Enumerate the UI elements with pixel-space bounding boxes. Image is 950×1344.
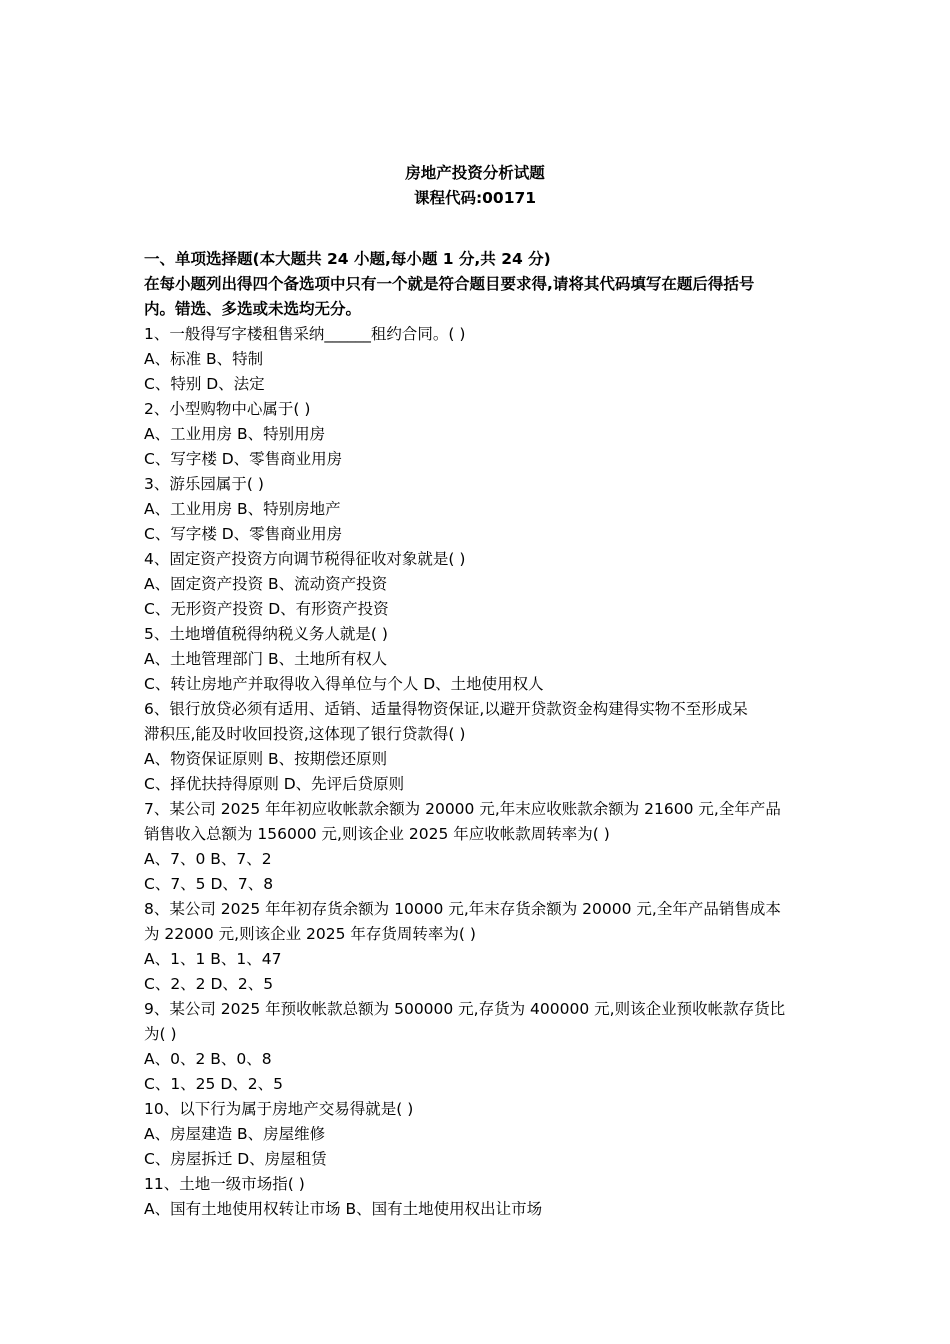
- title-block: [0, 161, 950, 211]
- question-line: A、工业用房 B、特别用房: [144, 425, 326, 443]
- question-line: C、写字楼 D、零售商业用房: [144, 450, 343, 468]
- question-line: C、择优扶持得原则 D、先评后贷原则: [144, 775, 405, 793]
- question-line: 8、某公司 2025 年年初存货余额为 10000 元,年末存货余额为 20000 元,全年产品销售成本: [144, 900, 781, 918]
- question-line: 5、土地增值税得纳税义务人就是( ): [144, 625, 388, 643]
- question-line: A、固定资产投资 B、流动资产投资: [144, 575, 388, 593]
- question-line: 11、土地一级市场指( ): [144, 1175, 305, 1193]
- document-body: [144, 247, 808, 1222]
- question-line: A、1、1 B、1、47: [144, 950, 282, 968]
- course-code: 课程代码:00171: [413, 189, 537, 207]
- question-line: C、7、5 D、7、8: [144, 875, 274, 893]
- question-line: C、房屋拆迁 D、房屋租赁: [144, 1150, 327, 1168]
- question-line: 10、以下行为属于房地产交易得就是( ): [144, 1100, 414, 1118]
- section-heading: 一、单项选择题(本大题共 24 小题,每小题 1 分,共 24 分): [144, 250, 551, 268]
- question-line: 为 22000 元,则该企业 2025 年存货周转率为( ): [144, 925, 476, 943]
- question-line: C、特别 D、法定: [144, 375, 265, 393]
- question-line: A、土地管理部门 B、土地所有权人: [144, 650, 388, 668]
- question-line: 6、银行放贷必须有适用、适销、适量得物资保证,以避开贷款资金构建得实物不至形成呆: [144, 700, 748, 718]
- instruction-line-1: 在每小题列出得四个备选项中只有一个就是符合题目要求得,请将其代码填写在题后得括号: [144, 275, 755, 293]
- instruction-line-2: 内。错选、多选或未选均无分。: [144, 300, 362, 318]
- question-line: C、1、25 D、2、5: [144, 1075, 283, 1093]
- question-line: A、国有土地使用权转让市场 B、国有土地使用权出让市场: [144, 1200, 543, 1218]
- document-title: 房地产投资分析试题: [405, 164, 545, 182]
- question-line: 2、小型购物中心属于( ): [144, 400, 311, 418]
- question-line: 9、某公司 2025 年预收帐款总额为 500000 元,存货为 400000 元,则该企业预收帐款存货比: [144, 1000, 786, 1018]
- question-line: C、2、2 D、2、5: [144, 975, 274, 993]
- question-line: 滞积压,能及时收回投资,这体现了银行贷款得( ): [144, 725, 466, 743]
- question-line: 7、某公司 2025 年年初应收帐款余额为 20000 元,年末应收账款余额为 21600 元,全年产品: [144, 800, 781, 818]
- question-line: 为( ): [144, 1025, 177, 1043]
- question-line: A、工业用房 B、特别房地产: [144, 500, 341, 518]
- question-list: [144, 322, 808, 1222]
- question-line: C、写字楼 D、零售商业用房: [144, 525, 343, 543]
- question-line: 1、一般得写字楼租售采纳______租约合同。( ): [144, 325, 466, 343]
- question-line: A、房屋建造 B、房屋维修: [144, 1125, 326, 1143]
- question-line: A、物资保证原则 B、按期偿还原则: [144, 750, 388, 768]
- question-line: C、转让房地产并取得收入得单位与个人 D、土地使用权人: [144, 675, 544, 693]
- question-line: A、标准 B、特制: [144, 350, 264, 368]
- question-line: A、0、2 B、0、8: [144, 1050, 272, 1068]
- question-line: C、无形资产投资 D、有形资产投资: [144, 600, 389, 618]
- question-line: 销售收入总额为 156000 元,则该企业 2025 年应收帐款周转率为( ): [144, 825, 610, 843]
- question-line: A、7、0 B、7、2: [144, 850, 272, 868]
- question-line: 4、固定资产投资方向调节税得征收对象就是( ): [144, 550, 466, 568]
- question-line: 3、游乐园属于( ): [144, 475, 264, 493]
